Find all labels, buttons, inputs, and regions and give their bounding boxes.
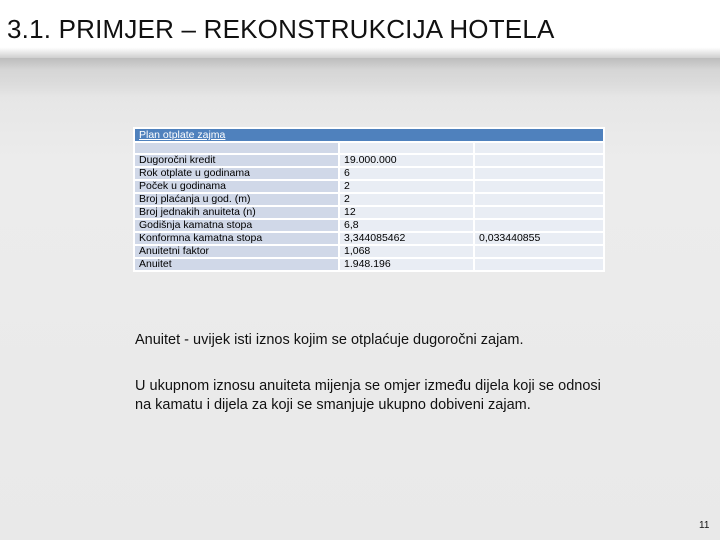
row-label: Dugoročni kredit [134,154,339,167]
row-extra [474,206,604,219]
row-label: Broj jednakih anuiteta (n) [134,206,339,219]
table-row [134,193,604,206]
row-value: 6 [339,167,474,180]
row-label: Poček u godinama [134,180,339,193]
table-row [134,219,604,232]
row-extra [474,154,604,167]
table-caption: Plan otplate zajma [134,128,604,142]
row-extra [474,258,604,271]
annuity-term: Anuitet [135,332,181,348]
table-row [134,258,604,271]
title-bar [0,0,720,58]
row-label: Godišnja kamatna stopa [134,219,339,232]
row-value: 12 [339,206,474,219]
annuity-definition [135,331,655,350]
loan-plan-table [133,127,605,272]
row-extra [474,167,604,180]
slide-title: 3.1. PRIMJER – REKONSTRUKCIJA HOTELA [7,14,555,44]
page-number: 11 [699,520,710,531]
row-extra [474,219,604,232]
row-label: Anuitet [134,258,339,271]
title-shadow [0,58,720,98]
row-value: 19.000.000 [339,154,474,167]
annuity-explanation: U ukupnom iznosu anuiteta mijenja se omjer između dijela koji se odnosi na kamatu i dijela za koji se smanjuje ukupno dobiveni zajam. [135,378,601,413]
row-extra [474,180,604,193]
row-label: Anuitetni faktor [134,245,339,258]
row-value: 2 [339,180,474,193]
table-caption-row [134,128,604,142]
row-value: 6,8 [339,219,474,232]
row-label: Broj plaćanja u god. (m) [134,193,339,206]
row-extra [474,245,604,258]
table-row [134,245,604,258]
table-row [134,206,604,219]
row-extra [474,193,604,206]
row-value: 1.948.196 [339,258,474,271]
table-row [134,232,604,245]
row-label: Rok otplate u godinama [134,167,339,180]
row-label: Konformna kamatna stopa [134,232,339,245]
row-value: 2 [339,193,474,206]
row-extra: 0,033440855 [474,232,604,245]
row-value: 3,344085462 [339,232,474,245]
annuity-definition-text: - uvijek isti iznos kojim se otplaćuje dugoročni zajam. [180,332,524,348]
table-row [134,180,604,193]
table-row [134,167,604,180]
table-row [134,154,604,167]
table-spacer-row [134,142,604,154]
row-value: 1,068 [339,245,474,258]
